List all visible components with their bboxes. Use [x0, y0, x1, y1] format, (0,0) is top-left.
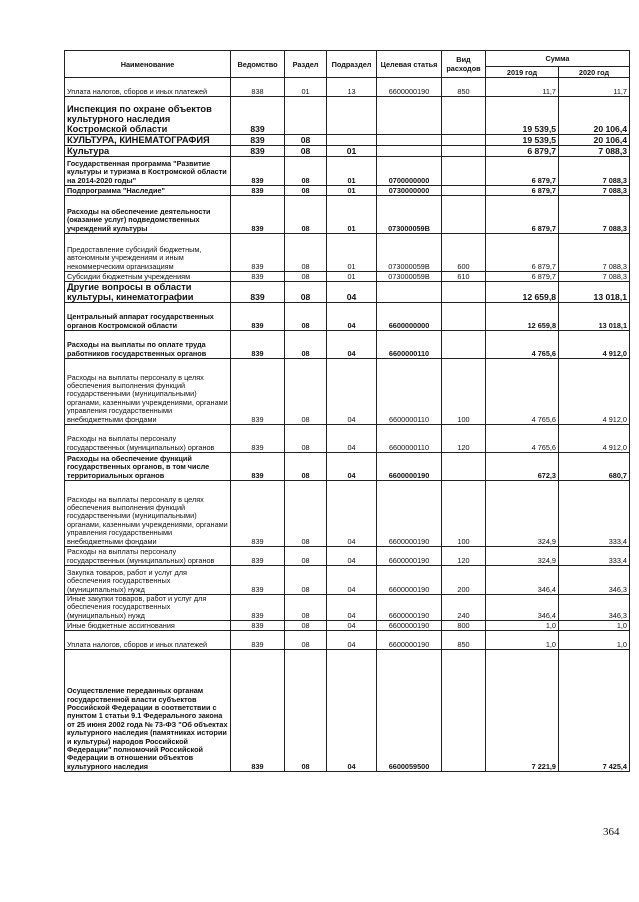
- row-dept: 839: [231, 186, 285, 196]
- row-subsection: 01: [327, 146, 377, 157]
- table-row: [65, 272, 630, 282]
- row-dept: 839: [231, 303, 285, 331]
- row-dept: 839: [231, 272, 285, 282]
- row-name: Субсидии бюджетным учреждениям: [65, 272, 231, 282]
- row-amount-2019: 1,0: [486, 631, 559, 650]
- row-name: Государственная программа "Развитие культуры и туризма в Костромской области на 2014-2020 годы": [65, 157, 231, 186]
- row-target: 073000059B: [377, 272, 442, 282]
- row-dept: 839: [231, 453, 285, 481]
- row-exptype: 610: [442, 272, 486, 282]
- row-exptype: 120: [442, 425, 486, 453]
- row-name: Центральный аппарат государственных органов Костромской области: [65, 303, 231, 331]
- row-subsection: 04: [327, 566, 377, 595]
- row-name: Расходы на выплаты по оплате труда работников государственных органов: [65, 331, 231, 359]
- row-amount-2019: 12 659,8: [486, 303, 559, 331]
- row-subsection: 01: [327, 234, 377, 272]
- table-row: [65, 303, 630, 331]
- row-target: 6600000190: [377, 547, 442, 566]
- row-subsection: 04: [327, 650, 377, 772]
- row-name: Расходы на выплаты персоналу государственных (муниципальных) органов: [65, 425, 231, 453]
- row-subsection: 04: [327, 631, 377, 650]
- row-exptype: [442, 303, 486, 331]
- row-subsection: 04: [327, 425, 377, 453]
- row-exptype: [442, 196, 486, 234]
- row-amount-2020: 7 088,3: [559, 196, 630, 234]
- row-amount-2019: 324,9: [486, 481, 559, 547]
- row-exptype: 850: [442, 631, 486, 650]
- row-amount-2019: 324,9: [486, 547, 559, 566]
- row-amount-2020: 13 018,1: [559, 282, 630, 303]
- budget-table: [64, 50, 630, 772]
- row-subsection: [327, 135, 377, 146]
- table-row: [65, 186, 630, 196]
- row-dept: 839: [231, 331, 285, 359]
- row-amount-2020: 7 088,3: [559, 272, 630, 282]
- row-section: 08: [285, 595, 327, 621]
- row-amount-2019: 6 879,7: [486, 272, 559, 282]
- row-amount-2019: 4 765,6: [486, 425, 559, 453]
- row-target: 0700000000: [377, 157, 442, 186]
- row-amount-2019: 19 539,5: [486, 97, 559, 135]
- row-name: КУЛЬТУРА, КИНЕМАТОГРАФИЯ: [65, 135, 231, 146]
- row-section: 08: [285, 272, 327, 282]
- row-amount-2020: 20 106,4: [559, 97, 630, 135]
- row-dept: 839: [231, 631, 285, 650]
- row-target: [377, 146, 442, 157]
- row-subsection: 04: [327, 595, 377, 621]
- row-amount-2020: 1,0: [559, 631, 630, 650]
- row-name: Расходы на обеспечение деятельности (оказание услуг) подведомственных учреждений культуры: [65, 196, 231, 234]
- row-exptype: [442, 97, 486, 135]
- row-target: 6600000110: [377, 331, 442, 359]
- row-exptype: [442, 135, 486, 146]
- row-section: 08: [285, 146, 327, 157]
- row-amount-2020: 346,3: [559, 566, 630, 595]
- row-dept: 839: [231, 425, 285, 453]
- row-exptype: 850: [442, 78, 486, 97]
- row-name: Уплата налогов, сборов и иных платежей: [65, 78, 231, 97]
- row-subsection: 13: [327, 78, 377, 97]
- row-subsection: 01: [327, 272, 377, 282]
- row-dept: 839: [231, 157, 285, 186]
- header-2019: 2019 год: [486, 67, 559, 78]
- row-amount-2020: 7 088,3: [559, 146, 630, 157]
- row-amount-2020: 1,0: [559, 621, 630, 631]
- header-sum: Сумма: [486, 51, 630, 67]
- row-target: 6600059500: [377, 650, 442, 772]
- row-target: 6600000190: [377, 595, 442, 621]
- row-section: 08: [285, 303, 327, 331]
- table-row: [65, 566, 630, 595]
- row-section: 08: [285, 650, 327, 772]
- row-dept: 839: [231, 196, 285, 234]
- table-row: [65, 481, 630, 547]
- row-amount-2020: 4 912,0: [559, 425, 630, 453]
- row-section: 08: [285, 196, 327, 234]
- row-subsection: 04: [327, 481, 377, 547]
- row-subsection: 01: [327, 186, 377, 196]
- row-name: Иные закупки товаров, работ и услуг для обеспечения государственных (муниципальных) нужд: [65, 595, 231, 621]
- row-target: 0730000000: [377, 186, 442, 196]
- row-section: 08: [285, 547, 327, 566]
- row-dept: 839: [231, 282, 285, 303]
- row-target: 6600000000: [377, 303, 442, 331]
- row-subsection: 04: [327, 453, 377, 481]
- row-exptype: 240: [442, 595, 486, 621]
- row-subsection: 04: [327, 331, 377, 359]
- row-exptype: [442, 146, 486, 157]
- header-subsection: Подраздел: [327, 51, 377, 78]
- table-row: [65, 453, 630, 481]
- table-row: [65, 196, 630, 234]
- row-section: [285, 97, 327, 135]
- row-dept: 839: [231, 234, 285, 272]
- row-subsection: 04: [327, 303, 377, 331]
- row-section: 08: [285, 631, 327, 650]
- row-subsection: 04: [327, 282, 377, 303]
- row-dept: 839: [231, 97, 285, 135]
- table-row: [65, 234, 630, 272]
- table-row: [65, 359, 630, 425]
- row-target: [377, 97, 442, 135]
- row-amount-2019: 6 879,7: [486, 146, 559, 157]
- row-name: Расходы на выплаты персоналу в целях обеспечения выполнения функций государственными (муниципальными) органами, казенными учреждениями, органами управления государственными внебюджетными фондами: [65, 359, 231, 425]
- row-exptype: [442, 186, 486, 196]
- row-name: Осуществление переданных органам государственной власти субъектов Российской Федерации в соответствии с пунктом 1 статьи 9.1 Федерального закона от 25 июня 2002 года № 73-ФЗ "Об объектах культурного наследия (памятниках истории и культуры) народов Российской Федерации" полномочий Российской Федерации в отношении объектов культурного наследия: [65, 650, 231, 772]
- row-name: Расходы на выплаты персоналу государственных (муниципальных) органов: [65, 547, 231, 566]
- table-row: [65, 157, 630, 186]
- row-section: 08: [285, 453, 327, 481]
- row-exptype: 600: [442, 234, 486, 272]
- row-target: [377, 282, 442, 303]
- row-amount-2020: 11,7: [559, 78, 630, 97]
- header-exptype: Вид расходов: [442, 51, 486, 78]
- header-name: Наименование: [65, 51, 231, 78]
- row-target: 6600000190: [377, 481, 442, 547]
- row-amount-2019: 4 765,6: [486, 359, 559, 425]
- row-name: Инспекция по охране объектов культурного наследия Костромской области: [65, 97, 231, 135]
- row-name: Расходы на обеспечение функций государственных органов, в том числе территориальных органов: [65, 453, 231, 481]
- row-dept: 839: [231, 566, 285, 595]
- table-row: [65, 331, 630, 359]
- row-amount-2020: 4 912,0: [559, 331, 630, 359]
- row-amount-2020: 13 018,1: [559, 303, 630, 331]
- row-section: 08: [285, 157, 327, 186]
- row-section: 08: [285, 234, 327, 272]
- row-amount-2020: 7 088,3: [559, 186, 630, 196]
- row-section: 08: [285, 359, 327, 425]
- row-amount-2020: 680,7: [559, 453, 630, 481]
- row-amount-2019: 6 879,7: [486, 157, 559, 186]
- row-amount-2019: 346,4: [486, 566, 559, 595]
- row-exptype: [442, 650, 486, 772]
- row-amount-2020: 346,3: [559, 595, 630, 621]
- row-name: Иные бюджетные ассигнования: [65, 621, 231, 631]
- row-name: Закупка товаров, работ и услуг для обеспечения государственных (муниципальных) нужд: [65, 566, 231, 595]
- table-row: [65, 595, 630, 621]
- table-row: [65, 97, 630, 135]
- header-dept: Ведомство: [231, 51, 285, 78]
- row-exptype: [442, 453, 486, 481]
- row-subsection: 01: [327, 157, 377, 186]
- row-dept: 839: [231, 621, 285, 631]
- row-subsection: 04: [327, 547, 377, 566]
- row-dept: 839: [231, 146, 285, 157]
- row-target: 6600000190: [377, 631, 442, 650]
- row-exptype: 100: [442, 481, 486, 547]
- row-exptype: [442, 331, 486, 359]
- row-amount-2020: 333,4: [559, 481, 630, 547]
- row-exptype: 200: [442, 566, 486, 595]
- row-amount-2019: 12 659,8: [486, 282, 559, 303]
- table-row: [65, 146, 630, 157]
- row-target: 6600000190: [377, 78, 442, 97]
- row-exptype: 800: [442, 621, 486, 631]
- table-header: [65, 51, 630, 78]
- row-amount-2019: 19 539,5: [486, 135, 559, 146]
- row-target: 073000059B: [377, 234, 442, 272]
- table-row: [65, 547, 630, 566]
- row-amount-2019: 6 879,7: [486, 234, 559, 272]
- row-dept: 839: [231, 481, 285, 547]
- row-exptype: [442, 282, 486, 303]
- row-section: 08: [285, 282, 327, 303]
- row-dept: 839: [231, 595, 285, 621]
- row-dept: 839: [231, 650, 285, 772]
- row-amount-2020: 7 425,4: [559, 650, 630, 772]
- header-2020: 2020 год: [559, 67, 630, 78]
- row-subsection: 04: [327, 359, 377, 425]
- table-row: [65, 135, 630, 146]
- row-amount-2020: 7 088,3: [559, 157, 630, 186]
- row-subsection: [327, 97, 377, 135]
- row-section: 08: [285, 481, 327, 547]
- row-section: 08: [285, 186, 327, 196]
- row-amount-2019: 4 765,6: [486, 331, 559, 359]
- row-section: 01: [285, 78, 327, 97]
- page-number: 364: [603, 826, 620, 838]
- row-dept: 839: [231, 359, 285, 425]
- row-subsection: 04: [327, 621, 377, 631]
- row-name: Уплата налогов, сборов и иных платежей: [65, 631, 231, 650]
- table-row: [65, 631, 630, 650]
- row-section: 08: [285, 566, 327, 595]
- row-target: 6600000110: [377, 425, 442, 453]
- row-dept: 839: [231, 547, 285, 566]
- row-target: 6600000190: [377, 453, 442, 481]
- table-row: [65, 621, 630, 631]
- row-amount-2020: 333,4: [559, 547, 630, 566]
- row-target: [377, 135, 442, 146]
- row-subsection: 01: [327, 196, 377, 234]
- row-amount-2020: 7 088,3: [559, 234, 630, 272]
- row-amount-2019: 6 879,7: [486, 186, 559, 196]
- row-name: Подпрограмма "Наследие": [65, 186, 231, 196]
- row-amount-2020: 4 912,0: [559, 359, 630, 425]
- row-exptype: 100: [442, 359, 486, 425]
- row-amount-2019: 7 221,9: [486, 650, 559, 772]
- row-section: 08: [285, 331, 327, 359]
- row-target: 6600000190: [377, 566, 442, 595]
- row-section: 08: [285, 425, 327, 453]
- row-dept: 838: [231, 78, 285, 97]
- header-section: Раздел: [285, 51, 327, 78]
- row-name: Предоставление субсидий бюджетным, автономным учреждениям и иным некоммерческим организациям: [65, 234, 231, 272]
- row-amount-2019: 1,0: [486, 621, 559, 631]
- table-row: [65, 78, 630, 97]
- row-target: 073000059B: [377, 196, 442, 234]
- table-row: [65, 650, 630, 772]
- row-amount-2019: 6 879,7: [486, 196, 559, 234]
- row-amount-2020: 20 106,4: [559, 135, 630, 146]
- row-name: Другие вопросы в области культуры, кинематографии: [65, 282, 231, 303]
- row-name: Культура: [65, 146, 231, 157]
- row-amount-2019: 672,3: [486, 453, 559, 481]
- table-row: [65, 425, 630, 453]
- row-section: 08: [285, 135, 327, 146]
- row-name: Расходы на выплаты персоналу в целях обеспечения выполнения функций государственными (муниципальными) органами, казенными учреждениями, органами управления государственными внебюджетными фондами: [65, 481, 231, 547]
- table-row: [65, 282, 630, 303]
- row-section: 08: [285, 621, 327, 631]
- row-dept: 839: [231, 135, 285, 146]
- row-amount-2019: 11,7: [486, 78, 559, 97]
- row-amount-2019: 346,4: [486, 595, 559, 621]
- row-target: 6600000190: [377, 621, 442, 631]
- table-body: [65, 78, 630, 772]
- header-target: Целевая статья: [377, 51, 442, 78]
- row-exptype: 120: [442, 547, 486, 566]
- row-exptype: [442, 157, 486, 186]
- row-target: 6600000110: [377, 359, 442, 425]
